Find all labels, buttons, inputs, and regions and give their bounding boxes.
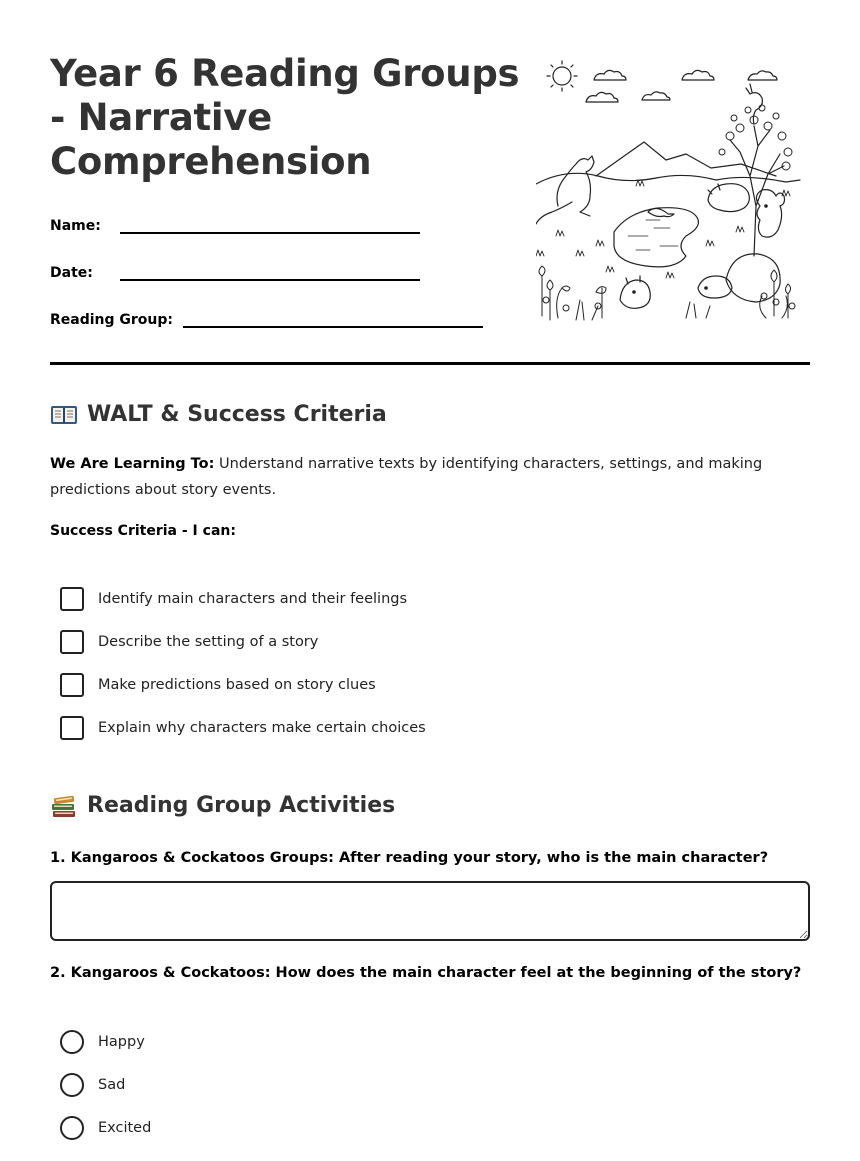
criteria-checkbox[interactable] xyxy=(60,587,84,611)
learning-intention-label: We Are Learning To: xyxy=(50,456,215,472)
criteria-label: Explain why characters make certain choices xyxy=(98,720,426,736)
open-book-icon xyxy=(50,403,78,427)
criteria-checkbox[interactable] xyxy=(60,673,84,697)
criteria-checkbox[interactable] xyxy=(60,630,84,654)
header-divider xyxy=(50,362,810,365)
worksheet-page xyxy=(50,0,810,1161)
question-2: 2. Kangaroos & Cockatoos: How does the main character feel at the beginning of the story? xyxy=(50,965,802,981)
learning-intention xyxy=(50,451,810,503)
radio-button[interactable] xyxy=(60,1030,84,1054)
question-1: 1. Kangaroos & Cockatoos Groups: After reading your story, who is the main character? xyxy=(50,850,769,866)
radio-button[interactable] xyxy=(60,1116,84,1140)
criteria-item[interactable] xyxy=(60,629,318,655)
criteria-item[interactable] xyxy=(60,586,407,612)
answer-option[interactable] xyxy=(60,1072,125,1098)
criteria-checkbox[interactable] xyxy=(60,716,84,740)
name-label: Name: xyxy=(50,218,101,234)
stack-of-books-icon xyxy=(50,794,78,818)
reading-group-field-row xyxy=(50,302,483,328)
date-field-row xyxy=(50,255,420,281)
criteria-item[interactable] xyxy=(60,672,376,698)
answer-option-label: Excited xyxy=(98,1120,152,1136)
answer-option-label: Sad xyxy=(98,1077,126,1093)
radio-button[interactable] xyxy=(60,1073,84,1097)
criteria-label: Make predictions based on story clues xyxy=(98,677,376,693)
name-field-row xyxy=(50,208,420,234)
success-criteria-label: Success Criteria - I can: xyxy=(50,523,236,539)
date-label: Date: xyxy=(50,265,93,281)
name-field[interactable] xyxy=(120,216,420,234)
learning-intention-text: Understand narrative texts by identifying characters, settings, and making predictions about story events. xyxy=(50,456,763,498)
walt-heading xyxy=(50,402,387,427)
question-1-answer-field[interactable] xyxy=(50,881,810,941)
criteria-label: Describe the setting of a story xyxy=(98,634,319,650)
answer-option[interactable] xyxy=(60,1115,151,1141)
page-title: Year 6 Reading Groups - Narrative Comprehension xyxy=(50,52,520,183)
criteria-label: Identify main characters and their feelings xyxy=(98,591,408,607)
reading-group-label: Reading Group: xyxy=(50,312,174,328)
walt-heading-text: WALT & Success Criteria xyxy=(87,402,387,427)
date-field[interactable] xyxy=(120,263,420,281)
reading-group-field[interactable] xyxy=(183,310,483,328)
activities-heading xyxy=(50,793,395,818)
criteria-item[interactable] xyxy=(60,715,426,741)
answer-option[interactable] xyxy=(60,1029,145,1055)
activities-heading-text: Reading Group Activities xyxy=(87,793,396,818)
answer-option-label: Happy xyxy=(98,1034,145,1050)
australian-landscape-animals-illustration xyxy=(536,56,806,326)
